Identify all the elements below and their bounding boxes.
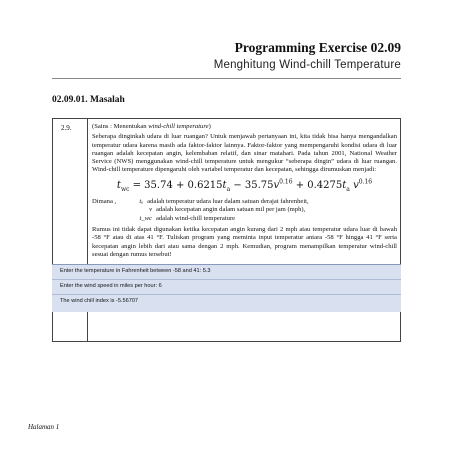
output-line: Enter the temperature in Fahrenheit between -58 and 41: 5.3	[60, 268, 211, 274]
definition-symbol: v	[149, 206, 152, 214]
wind-chill-equation	[92, 177, 397, 196]
definition-lead	[92, 215, 128, 223]
header-divider	[52, 78, 401, 79]
output-separator	[52, 294, 401, 295]
definition-text: adalah wind-chill temperature	[156, 214, 236, 222]
page-subtitle: Menghitung Wind-chill Temperature	[213, 59, 401, 71]
page-footer: Halaman 1	[28, 423, 60, 431]
exercise-content	[92, 123, 397, 261]
topic-prefix: (Sains : Menentukan	[92, 123, 149, 130]
definition-symbol: tₐ	[139, 198, 144, 206]
exercise-paragraph-1: Seberapa dinginkah udara di luar ruangan? Untuk menjawab pertanyaan ini, kita tidak bisa hanya mengandalkan temperatur udara karena masih ada faktor-faktor lainnya. Faktor-faktor yang mempengaruhi kondisi udara di luar ruangan adalah kecepatan angin, kelembaban relatif, dan sinar matahari. Pada tahun 2001, National Weather Service (NWS) menggunakan wind-chill temperature untuk mengukur “seberapa dingin” udara di luar ruangan. Wind-chill temperature dipengaruhi oleh variabel temperatur dan kecepatan, sehingga dirumuskan menjadi:	[92, 133, 397, 174]
output-line: Enter the wind speed in miles per hour: 6	[60, 283, 162, 289]
equation-text: $t_{wc} = 35.74 + 0.6215t_a - 35.75v^{0.16} + 0.4275t_a$ $v^{0.16}$	[116, 178, 373, 194]
definition-symbol: t_wc	[139, 214, 152, 222]
output-line: The wind chill index is -5.56707	[60, 298, 139, 304]
exercise-paragraph-2: Rumus ini tidak dapat digunakan ketika kecepatan angin kurang dari 2 mph atau temperatur udara luar di bawah -58 °F atau di atas 41 °F. Tuliskan program yang meminta input temperatur antara -58 °F hingga 41 °F serta kecepatan angin lebih dari atau sama dengan 2 mph. Kemudian, program menampilkan temperatur wind-chill sesuai dengan rumus tersebut!	[92, 226, 397, 258]
definition-row	[92, 215, 397, 223]
definition-row	[92, 198, 397, 206]
definition-row	[92, 206, 397, 214]
exercise-topic	[92, 123, 397, 131]
exercise-number: 2.9.	[61, 124, 72, 132]
definition-text: adalah kecepatan angin dalam satuan mil per jam (mph),	[156, 206, 306, 214]
definition-text: adalah temperatur udara luar dalam satuan derajat fahrenheit,	[147, 198, 309, 206]
definition-lead: Dimana ,	[92, 198, 117, 206]
page-title: Programming Exercise 02.09	[234, 40, 401, 55]
definitions-list	[92, 198, 397, 223]
topic-italic: wind-chill temperature	[148, 123, 209, 130]
definition-lead	[92, 206, 128, 214]
topic-suffix: )	[208, 123, 211, 130]
output-separator	[52, 279, 401, 280]
section-title: 02.09.01. Masalah	[52, 95, 125, 105]
